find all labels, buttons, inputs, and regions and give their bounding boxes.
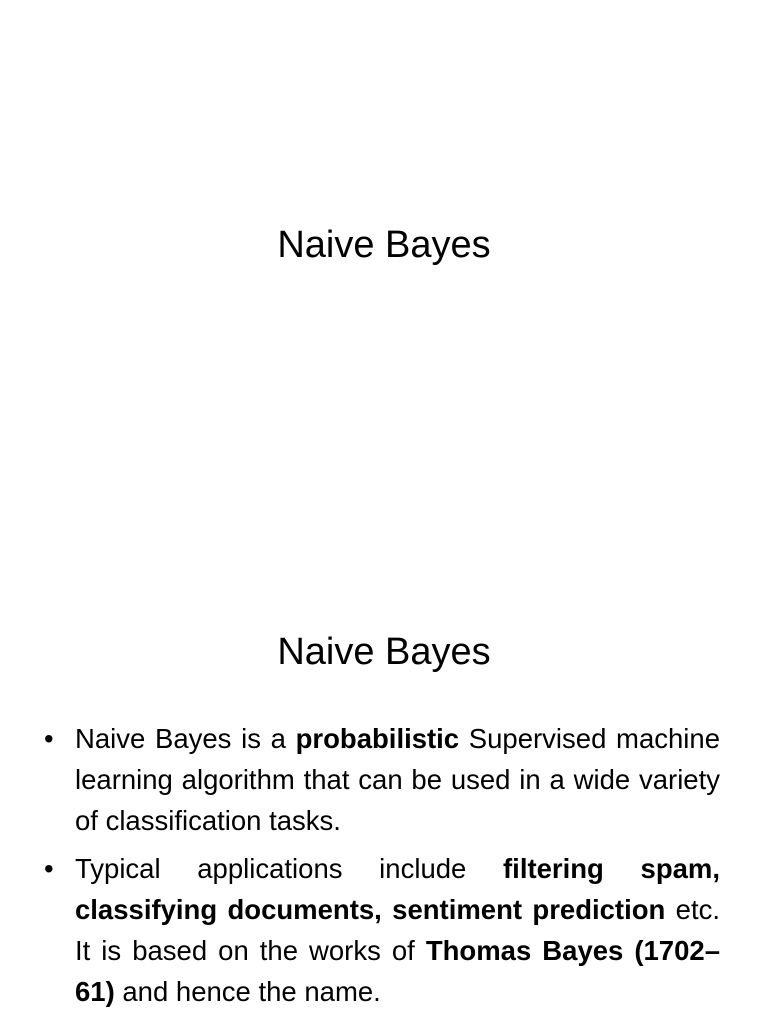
bullet-item-2 bbox=[44, 848, 720, 1012]
bullet-item-1 bbox=[44, 718, 720, 841]
bullet-point-icon: • bbox=[44, 723, 54, 754]
bullet-1-text-bold: probabilistic bbox=[295, 723, 460, 754]
slide-2-title: Naive Bayes bbox=[277, 631, 491, 673]
bullet-2-text-c: and hence the name. bbox=[114, 976, 381, 1007]
bullet-1-text-a: Naive Bayes is a bbox=[75, 723, 296, 754]
slide-1-title: Naive Bayes bbox=[277, 224, 491, 266]
bullet-point-icon: • bbox=[44, 853, 54, 884]
bullet-1-text-b: Supervised machine learning algorithm that can be used in a wide variety of classification tasks. bbox=[75, 723, 720, 836]
bullet-2-text-a: Typical applications include bbox=[75, 853, 504, 884]
bullet-2-text-b: etc. It is based on the works of bbox=[75, 894, 721, 966]
bullet-2-text-bold-1: filtering spam, classifying documents, sentiment prediction bbox=[75, 853, 721, 925]
bullet-list bbox=[44, 718, 720, 1019]
bullet-2-text-bold-2: Thomas Bayes (1702–61) bbox=[75, 935, 720, 1007]
slide-2 bbox=[0, 512, 768, 1024]
